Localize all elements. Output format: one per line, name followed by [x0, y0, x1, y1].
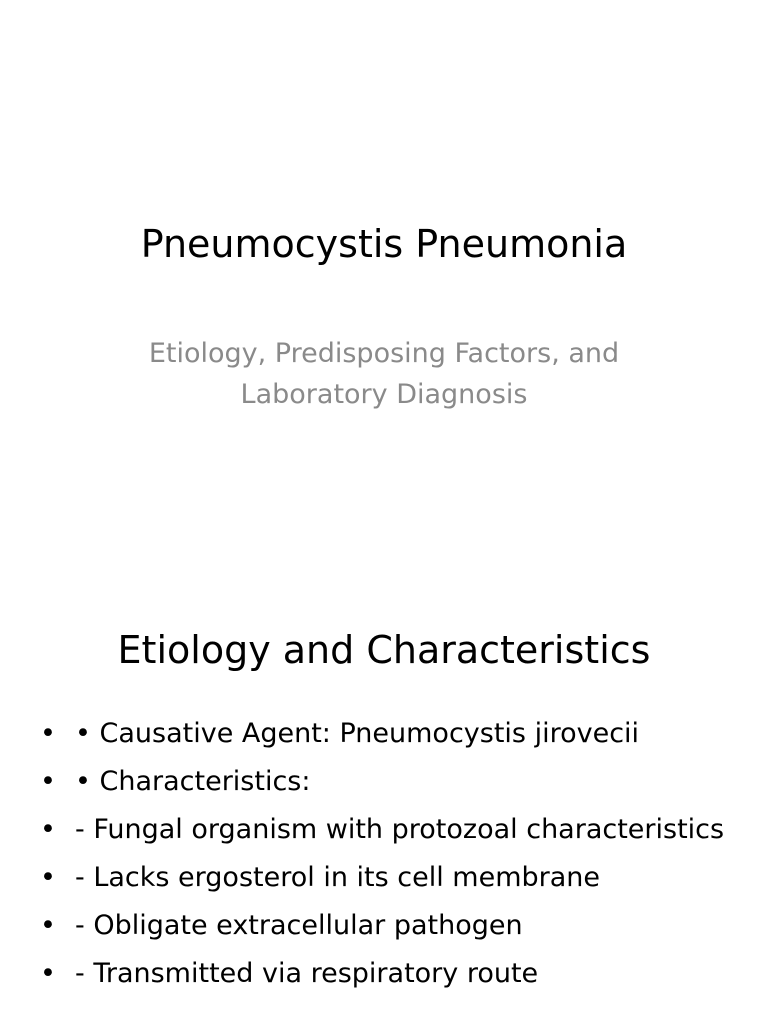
bullet-text: - Transmitted via respiratory route — [75, 958, 539, 989]
slide-title: Pneumocystis Pneumonia — [140, 222, 628, 266]
bullet-list — [38, 714, 738, 1002]
bullet-item — [38, 714, 738, 754]
slide-heading: Etiology and Characteristics — [117, 628, 651, 672]
bullet-item — [38, 858, 738, 898]
bullet-item — [38, 906, 738, 946]
bullet-dot-icon: • — [40, 766, 56, 797]
bullet-dot-icon: • — [40, 958, 56, 989]
slide-subtitle: Etiology, Predisposing Factors, and Laboratory Diagnosis — [148, 338, 620, 410]
bullet-item — [38, 810, 738, 850]
bullet-text: • Characteristics: — [75, 766, 311, 797]
bullet-text: - Lacks ergosterol in its cell membrane — [75, 862, 601, 893]
bullet-text: - Obligate extracellular pathogen — [75, 910, 523, 941]
content-slide — [0, 576, 768, 1024]
bullet-text: • Causative Agent: Pneumocystis jirovecii — [75, 718, 640, 749]
bullet-dot-icon: • — [40, 910, 56, 941]
bullet-item — [38, 762, 738, 802]
bullet-dot-icon: • — [40, 718, 56, 749]
bullet-dot-icon: • — [40, 862, 56, 893]
bullet-item — [38, 954, 738, 994]
bullet-dot-icon: • — [40, 814, 56, 845]
bullet-text: - Fungal organism with protozoal characteristics — [75, 814, 725, 845]
